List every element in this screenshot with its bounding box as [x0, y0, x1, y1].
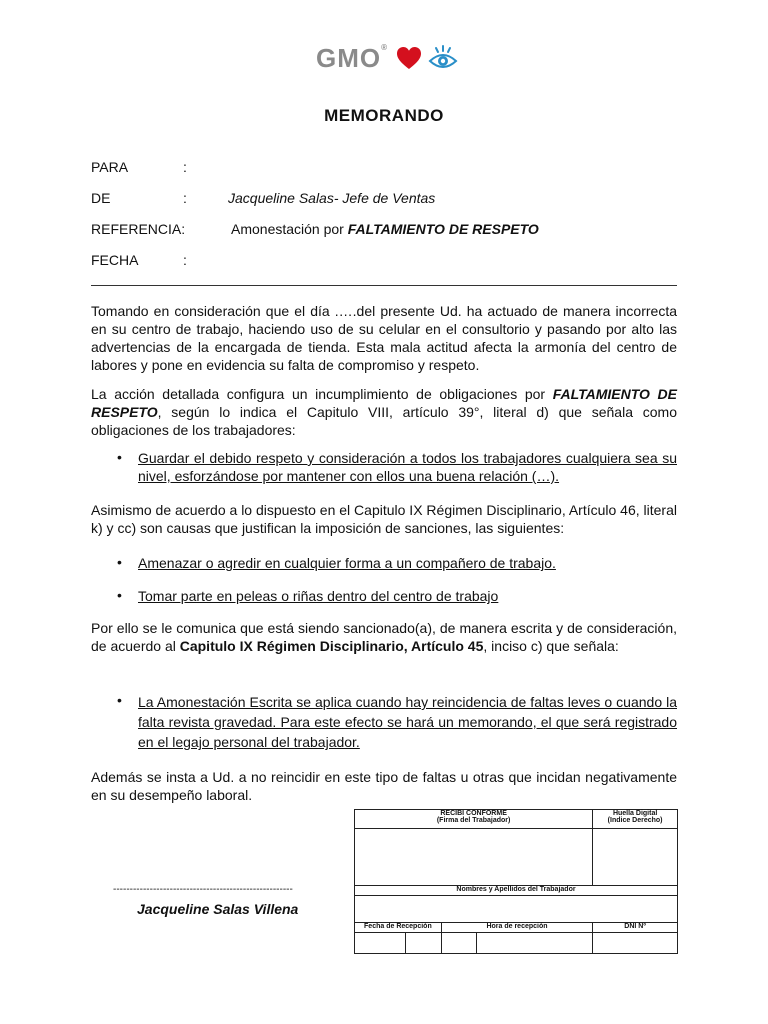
nombres-header: Nombres y Apellidos del Trabajador	[355, 886, 678, 896]
bullet-4-text: La Amonestación Escrita se aplica cuando hay reincidencia de faltas leves o cuando la falta revista gravedad. Para este efecto se hará un memorando, el que será registrado en el legajo personal del trabajador.	[138, 694, 677, 750]
fecha-colon: :	[183, 252, 187, 268]
de-label: DE	[91, 190, 111, 206]
bullet-1-text: Guardar el debido respeto y consideración a todos los trabajadores cualquiera sea su nivel, esforzándose por mantener con ellos una buena relación (…).	[138, 450, 677, 484]
recibi-conforme-header: RECIBI CONFORME (Firma del Trabajador)	[355, 810, 593, 829]
bullet-1-glyph: •	[117, 449, 122, 465]
fecha-field-year[interactable]	[441, 933, 476, 954]
logo-text: GMO®	[316, 42, 389, 73]
heart-icon	[396, 46, 422, 70]
bullet-3-text: Tomar parte en peleas o riñas dentro del centro de trabajo	[138, 588, 499, 604]
para-label: PARA	[91, 159, 129, 175]
fecha-label: FECHA	[91, 252, 139, 268]
referencia-label: REFERENCIA:	[91, 221, 186, 237]
fecha-field-month[interactable]	[405, 933, 441, 954]
paragraph-3: Asimismo de acuerdo a lo dispuesto en el Capitulo IX Régimen Disciplinario, Artículo 46, literal k) y cc) son causas que justifican la imposición de sanciones, las siguientes:	[91, 502, 677, 536]
de-colon: :	[183, 190, 187, 206]
hora-recepcion-header: Hora de recepción	[441, 923, 592, 933]
dni-field[interactable]	[593, 933, 678, 954]
paragraph-4: Por ello se le comunica que está siendo sancionado(a), de manera escrita y de consideración, de acuerdo al Capitulo IX Régimen Disciplinario, Artículo 45, inciso c) que señala:	[91, 620, 677, 654]
huella-digital-header: Huella Digital (Indice Derecho)	[593, 810, 678, 829]
bullet-3-glyph: •	[117, 587, 122, 603]
paragraph-1: Tomando en consideración que el día .….del presente Ud. ha actuado de manera incorrecta en su centro de trabajo, haciendo uso de su celular en el consultorio y pasando por alto las advertencias de la encargada de tienda. Esta mala actitud afecta la armonía del centro de labores y pone en evidencia su falta de compromiso y respeto.	[91, 303, 677, 373]
dni-header: DNI Nº	[593, 923, 678, 933]
signature-line: ------------------------------------------------------	[113, 884, 293, 895]
memo-title: MEMORANDO	[324, 106, 444, 125]
receipt-box	[354, 809, 678, 954]
fingerprint-field[interactable]	[593, 829, 678, 886]
paragraph-5: Además se insta a Ud. a no reincidir en este tipo de faltas u otras que incidan negativamente en su desempeño laboral.	[91, 769, 677, 803]
company-logo	[316, 42, 458, 74]
hora-field[interactable]	[476, 933, 593, 954]
fecha-recepcion-header: Fecha de Recepción	[355, 923, 442, 933]
paragraph-2: La acción detallada configura un incumplimiento de obligaciones por FALTAMIENTO DE RESPETO, según lo indica el Capitulo VIII, artículo 39°, literal d) que señala como obligaciones de los trabajadores:	[91, 386, 677, 438]
fecha-field-day[interactable]	[355, 933, 406, 954]
signature-name: Jacqueline Salas Villena	[137, 901, 299, 917]
nombres-field[interactable]	[355, 896, 678, 923]
signature-field[interactable]	[355, 829, 593, 886]
para-colon: :	[183, 159, 187, 175]
eye-icon	[428, 44, 458, 72]
referencia-value: Amonestación por FALTAMIENTO DE RESPETO	[231, 221, 539, 237]
header-divider	[91, 285, 677, 286]
bullet-2-glyph: •	[117, 554, 122, 570]
de-value: Jacqueline Salas- Jefe de Ventas	[228, 190, 436, 206]
bullet-4-glyph: •	[117, 692, 122, 708]
bullet-2-text: Amenazar o agredir en cualquier forma a un compañero de trabajo.	[138, 555, 556, 571]
